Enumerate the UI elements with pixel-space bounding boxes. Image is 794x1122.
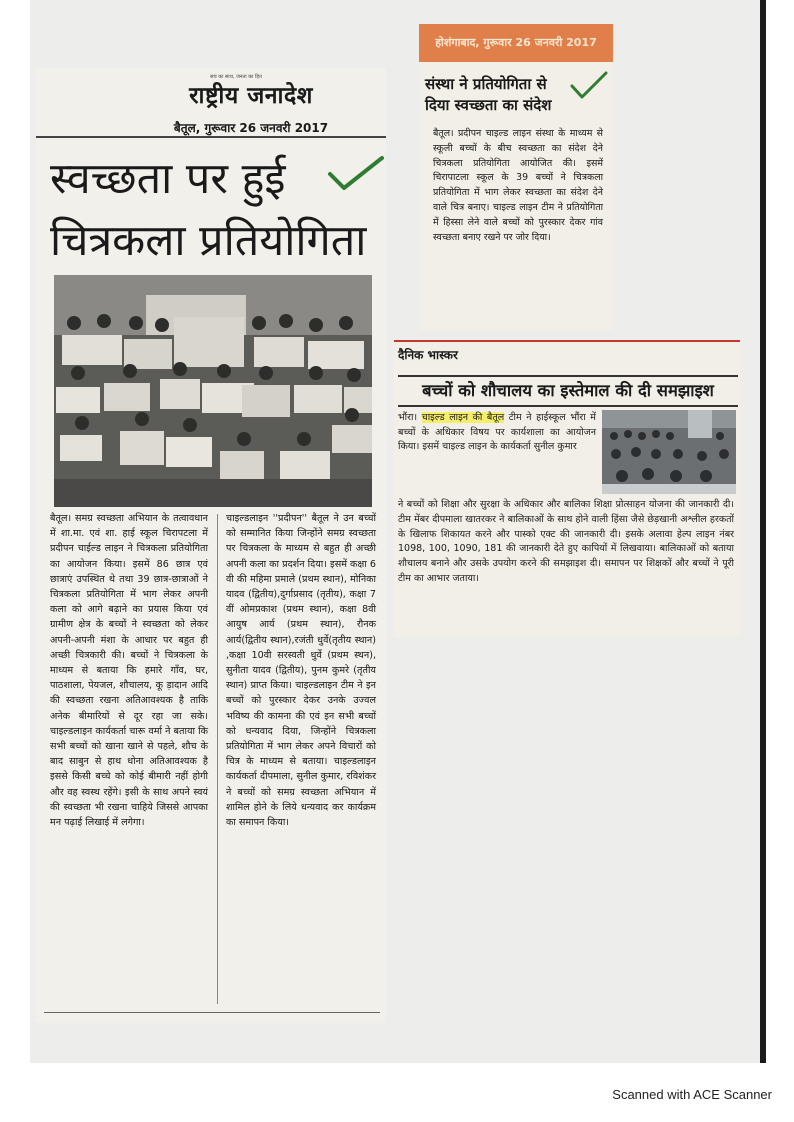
classroom-photo xyxy=(602,410,736,494)
column-divider xyxy=(217,514,218,1004)
article-body: ने बच्चों को शिक्षा और सुरक्षा के अधिकार और बालिका शिक्षा प्रोत्साहन योजना की जानकारी दी। टीम मेंबर दीपमाला खातरकर ने बालिकाओं के साथ होने वाली हिंसा जैसे छेड़खानी अश्लील हरकतों के खिलाफ शिकायत करने और पास्को एक्ट की जानकारी दी। इसके अलावा हेल्प लाइन नंबर 1098, 100, 1090, 181 की जानकारी देते हुए कापियों में लिखवाया। बालिकाओं को बताया शौचालय बनाने और उसके उपयोग करने की समझाइश दी। समापन पर शिक्षकों और बच्चों ने पूरी टीम का आभार जताया। xyxy=(398,499,734,584)
article-column-1: बैतूल। समग्र स्वच्छता अभियान के तत्वावधान में शा.मा. एवं शा. हाई स्कूल चिरापटला में प्रदीपन चाईल्ड लाइन ने चित्रकला प्रतियोगिता का आयोजन किया। इसमें 86 छात्र एवं छात्राएं उपस्थित थे तथा 39 छात्र-छात्राओं ने चित्रकला प्रतियोगिता में भाग लेकर अपनी कला को आगे बढ़ाने का प्रयास किया एवं ग्रामीण क्षेत्र के बच्चों ने स्वच्छता को लेकर अपनी-अपनी मंशा के आधार पर बहुत ही अच्छी चित्रकारी की। बच्चों ने चित्रकला के माध्यम से बताया कि हमारे गाँव, घर, पाठशाला, पेयजल, शौचालय, कू ड़ादान आदि की स्वच्छता रखना अतिआवश्यक है ताकि अनेक बीमारियों से दूर रहा जा सके। चाइल्डलाइन कार्यकर्ता चारू वर्मा ने बताया कि सभी बच्चों को खाना खाने से पहले, शौच के बाद साबुन से हाथ धोना अतिआवश्यक है इससे किसी बच्चे को कोई बीमारी नहीं होगी और वह स्वस्थ रहेंगे। इसी के साथ अपने स्वयं की स्वच्छता भी रखना चाहिये जिससे आपका मन पढ़ाई लिखाई में लगेगा। xyxy=(50,513,208,829)
divider xyxy=(36,136,386,138)
article-headline: संस्था ने प्रतियोगिता से दिया स्वच्छता का संदेश xyxy=(425,75,552,114)
newspaper-clipping-janadesh xyxy=(36,68,386,1023)
check-mark-icon xyxy=(326,154,386,194)
headline-line-2: चित्रकला प्रतियोगिता xyxy=(50,216,367,266)
article-headline: बच्चों को शौचालय का इस्तेमाल की दी समझाइश xyxy=(398,375,738,407)
article-lead-text: टीम ने हाईस्कूल भौंरा में बच्चों के अधिकार विषय पर कार्यशाला का आयोजन किया। इसमें चाइल्ड लाइन के कार्यकर्ता सुनील कुमार xyxy=(398,412,596,453)
dateline-band: होशंगाबाद, गुरूवार 26 जनवरी 2017 xyxy=(419,24,613,62)
newspaper-clipping-dainik-bhaskar xyxy=(394,340,740,637)
newspaper-name: दैनिक भास्कर xyxy=(398,348,458,362)
dateline: बैतूल, गुरूवार 26 जनवरी 2017 xyxy=(173,121,329,135)
article-lead xyxy=(398,411,596,455)
bottom-divider xyxy=(44,1012,380,1013)
newspaper-clipping-hoshangabad xyxy=(419,24,613,330)
newspaper-masthead: राष्ट्रीय जनादेश xyxy=(189,82,313,109)
article-column-2: चाइल्डलाइन ''प्रदीपन'' बैतूल ने उन बच्चों को सम्मानित किया जिन्होंने समग्र स्वच्छता पर चित्रकला के माध्यम से बहुत ही अच्छी अपनी कला का प्रदर्शन दिया। इसमें कक्षा 6 वी की महिमा प्रमाले (प्रथम स्थान), मोनिका यादव (द्वितीय),दुर्गाप्रसाद (तृतीय), कक्षा 7 वीं ओमप्रकाश (प्रथम स्थान), कक्षा 8वी आयुष आर्य (प्रथम स्थान), रौनक आर्य(द्वितीय स्थान),रजंती धुर्वे(तृतीय स्थान) ,कक्षा 10वी सरस्वती धुर्वे (प्रथम स्थन), सुनीता यादव (द्वितीय), पुनम कुमरे (तृतीय स्थान) प्राप्त किया। चाइल्डलाइन टीम ने इन बच्चों को पुरस्कार देकर उनके उज्वल भविष्य की कामना की एवं इन सभी बच्चों को धन्यवाद दिया, जिन्होंने चित्रकला प्रतियोगिता में भाग लेकर अपने विचारों को चित्र के माध्यम से बताया। चाइल्डलाइन कार्यकर्ता दीपमाला, सुनील कुमार, रविशंकर ने बच्चों को समग्र स्वच्छता अभियान में शामिल होने के लिये धन्यवाद कर कार्यक्रम का समापन किया। xyxy=(226,513,376,829)
masthead-tagline: सच का साथ, जनता का हित xyxy=(210,74,262,80)
top-border xyxy=(394,340,740,342)
students-with-drawings-photo xyxy=(54,275,372,507)
scan-edge-shadow xyxy=(760,0,766,1063)
highlighted-text: चाइल्ड लाइन की बैतूल xyxy=(421,412,505,423)
article-body: बैतूल। प्रदीपन चाइल्ड लाइन संस्था के माध्यम से स्कूली बच्चों के बीच स्वच्छता का संदेश देने चित्रकला प्रतियोगिता आयोजित की। इसमें चिरापाटला स्कूल के 39 बच्चों ने चित्रकला प्रतियोगिता में भाग लेकर स्वच्छता का संदेश देने वाले चित्र बनाए। चाइल्ड लाइन टीम ने प्रतियोगिता में हिस्सा लेने वाले बच्चों को पुरस्कार देकर गांव स्वच्छता बनाए रखने पर जोर दिया। xyxy=(433,128,603,243)
article-dateline: भौंरा। xyxy=(398,412,418,423)
scanner-watermark: Scanned with ACE Scanner xyxy=(612,1087,772,1102)
headline-line-1: स्वच्छता पर हुई xyxy=(50,154,286,204)
check-mark-icon xyxy=(569,70,609,102)
